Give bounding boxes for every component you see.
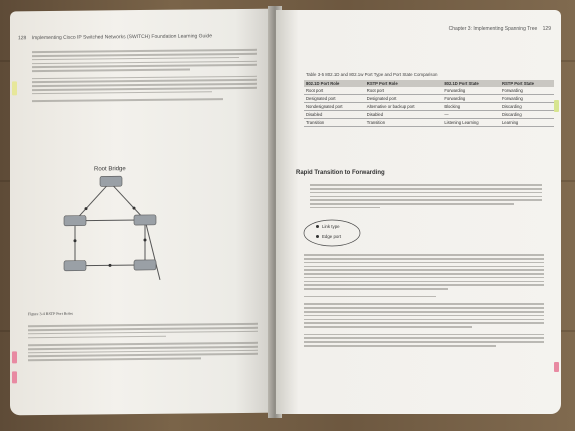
table-header: 802.1D Port Role xyxy=(304,80,365,87)
right-text-block-1 xyxy=(310,182,542,211)
table-cell: — xyxy=(442,111,500,119)
table-row xyxy=(304,87,554,95)
pen-circle-mark xyxy=(302,218,362,248)
left-page xyxy=(10,9,275,416)
table-cell: Forwarding xyxy=(442,87,500,95)
switch-right xyxy=(134,215,156,225)
table-cell: Listening Learning xyxy=(442,119,500,127)
page-tab-pink xyxy=(12,371,17,383)
bullet-item xyxy=(316,224,340,229)
section-title: Rapid Transition to Forwarding xyxy=(296,170,385,176)
switch-root xyxy=(100,176,122,186)
table-cell: Alternative or backup port xyxy=(365,103,443,111)
table-cell: Disabled xyxy=(304,111,365,119)
right-page-number: 129 xyxy=(542,26,551,32)
table-cell: Nondesignated port xyxy=(304,103,365,111)
bullet-item xyxy=(316,234,341,239)
table-cell: Disabled xyxy=(365,111,443,119)
table-cell: Discarding xyxy=(500,103,554,111)
table-header: RSTP Port State xyxy=(500,80,554,87)
table-cell: Discarding xyxy=(500,111,554,119)
page-tab-pink xyxy=(554,362,559,372)
table-cell: Root port xyxy=(304,87,365,95)
table-header: 802.1D Port State xyxy=(442,80,500,87)
switch-left xyxy=(64,216,86,226)
bullet-label: Edge port xyxy=(322,234,342,239)
page-tab-pink xyxy=(12,351,17,363)
table-cell: Transition xyxy=(365,119,443,127)
table-cell: Forwarding xyxy=(500,95,554,103)
page-tab-green xyxy=(554,100,559,112)
left-page-number: 128 xyxy=(18,35,27,42)
table-row xyxy=(304,111,554,119)
table-cell: Learning xyxy=(500,119,554,127)
rstp-port-roles-diagram xyxy=(50,160,190,296)
table-cell: Forwarding xyxy=(500,87,554,95)
table-row xyxy=(304,103,554,111)
table-cell: Transition xyxy=(304,119,365,127)
table-row xyxy=(304,119,554,127)
bullet-label: Link type xyxy=(322,224,340,229)
left-text-block-1 xyxy=(32,47,257,105)
table-title: Table 3-5 802.1D and 802.1w Port Type and Port State Comparison xyxy=(306,72,438,77)
table-row xyxy=(304,95,554,103)
port-role-table xyxy=(304,80,554,127)
right-page xyxy=(276,10,561,414)
table-header: RSTP Port Role xyxy=(365,80,443,87)
figure-caption: Figure 3-4 RSTP Port Roles xyxy=(28,310,73,317)
left-page-header: Implementing Cisco IP Switched Networks (SWITCH) Foundation Learning Guide xyxy=(31,33,212,42)
switch-bottom-right xyxy=(134,260,156,270)
root-bridge-label: Root Bridge xyxy=(94,166,126,173)
right-text-block-2 xyxy=(304,252,544,349)
switch-bottom-left xyxy=(64,261,86,271)
table-cell: Designated port xyxy=(304,95,365,103)
table-cell: Root port xyxy=(365,87,443,95)
right-page-header: Chapter 3: Implementing Spanning Tree xyxy=(448,26,538,32)
table-cell: Blocking xyxy=(442,103,500,111)
table-cell: Forwarding xyxy=(442,95,500,103)
page-tab-yellow xyxy=(12,81,17,95)
left-text-block-2 xyxy=(28,321,258,363)
table-cell: Designated port xyxy=(365,95,443,103)
